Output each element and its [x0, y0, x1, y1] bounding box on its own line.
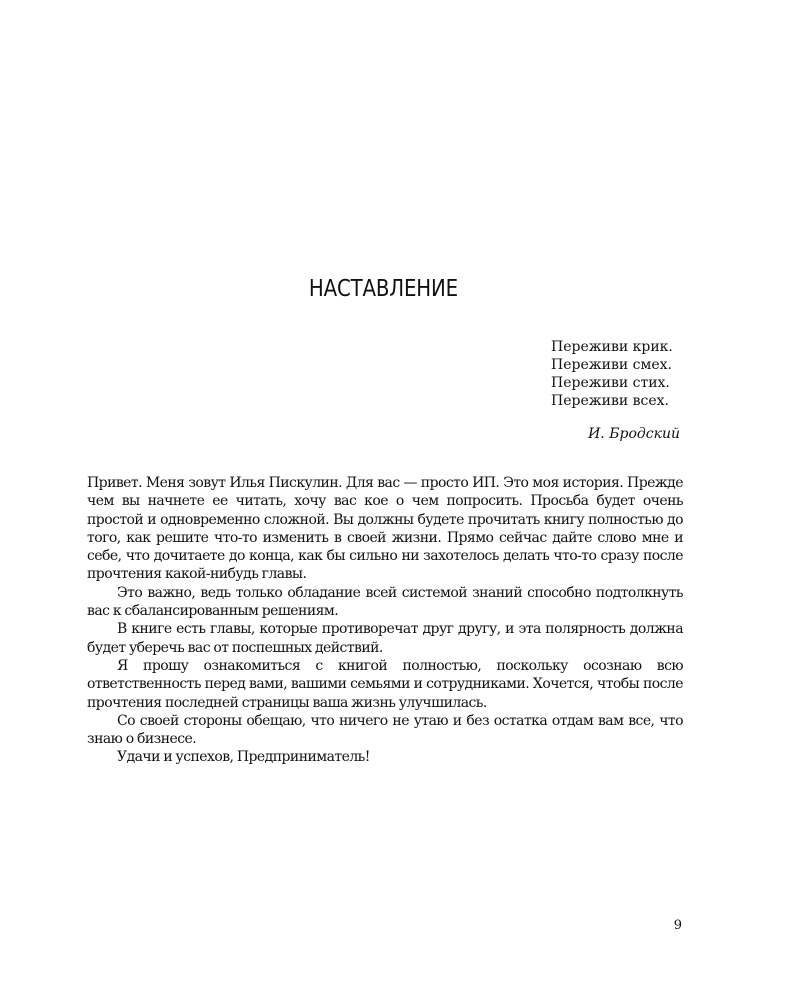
paragraph: Со своей стороны обещаю, что ничего не утаю и без остатка отдам вам все, что знаю о бизнесе.	[87, 712, 683, 748]
epigraph-line: Переживи всех.	[551, 393, 669, 409]
paragraph: В книге есть главы, которые противоречат друг другу, и эта полярность должна будет уберечь вас от поспешных действий.	[87, 621, 683, 656]
chapter-title: НАСТАВЛЕНИЕ	[308, 276, 458, 302]
paragraph: Привет. Меня зовут Илья Пискулин. Для вас — просто ИП. Это моя история. Прежде чем вы начнете ее читать, хочу вас кое о чем попросить. Просьба будет очень простой и одновременно сложной. Вы должны будете прочитать книгу полностью до того, как решите что-то изменить в своей жизни. Прямо сейчас дайте слово мне и себе, что дочитаете до конца, как бы сильно ни захотелось делать что-то сразу после прочтения какой-нибудь главы.	[87, 475, 683, 583]
epigraph-line: Переживи стих.	[551, 375, 670, 391]
epigraph-line: Переживи крик.	[551, 339, 673, 355]
paragraph: Это важно, ведь только обладание всей системой знаний способно подтолкнуть вас к сбалансированным решениям.	[87, 584, 683, 620]
page-number: 9	[673, 918, 682, 933]
body-text	[87, 474, 683, 767]
paragraph: Удачи и успехов, Предприниматель!	[117, 749, 370, 766]
epigraph-author: И. Бродский	[588, 426, 680, 442]
epigraph	[551, 338, 686, 443]
paragraph: Я прошу ознакомиться с книгой полностью, поскольку осознаю всю ответственность перед вами, вашими семьями и сотрудниками. Хочется, чтобы после прочтения последней страницы ваша жизнь улучшилась.	[87, 657, 683, 711]
epigraph-line: Переживи смех.	[551, 357, 672, 373]
